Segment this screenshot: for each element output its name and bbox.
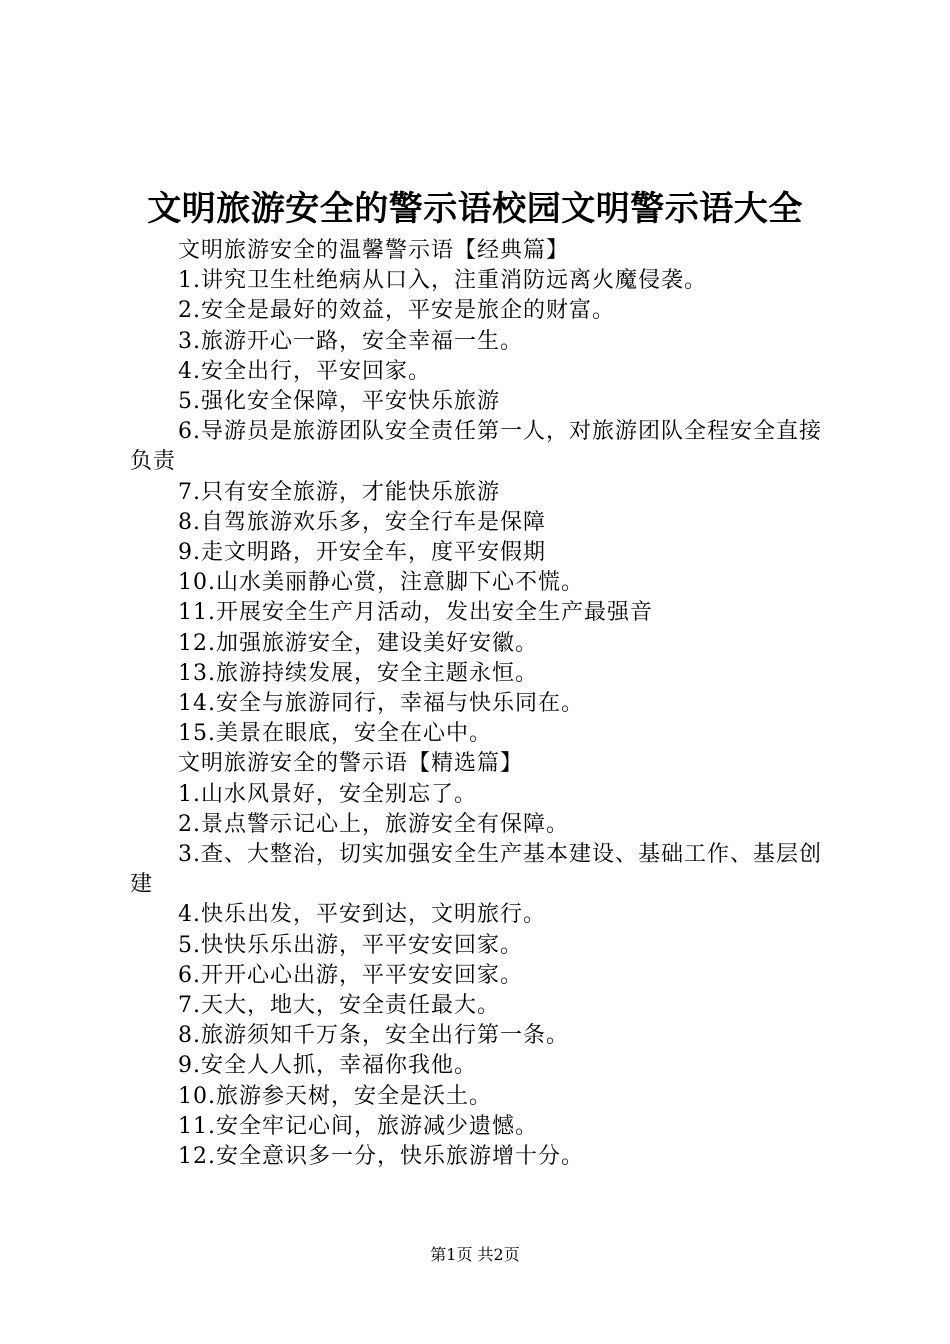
text-line: 5.强化安全保障，平安快乐旅游 — [178, 389, 500, 415]
text-line: 11.安全牢记心间，旅游减少遗憾。 — [178, 1113, 538, 1139]
text-line: 4.安全出行，平安回家。 — [178, 358, 431, 384]
text-line: 8.旅游须知千万条，安全出行第一条。 — [178, 1023, 569, 1049]
text-line: 3.查、大整治，切实加强安全生产基本建设、基础工作、基层创建 — [130, 842, 822, 898]
text-line: 5.快快乐乐出游，平平安安回家。 — [178, 932, 523, 958]
text-line: 14.安全与旅游同行，幸福与快乐同在。 — [178, 691, 584, 717]
text-line: 9.走文明路，开安全车，度平安假期 — [178, 540, 546, 566]
document-body — [130, 236, 835, 1172]
text-line: 7.只有安全旅游，才能快乐旅游 — [178, 479, 500, 505]
page-number-footer: 第1页 共2页 — [430, 1245, 520, 1264]
text-line: 6.导游员是旅游团队安全责任第一人，对旅游团队全程安全直接负责 — [130, 419, 822, 475]
text-line: 11.开展安全生产月活动，发出安全生产最强音 — [178, 600, 653, 626]
text-line: 1.山水风景好，安全别忘了。 — [178, 781, 477, 807]
text-line: 13.旅游持续发展，安全主题永恒。 — [178, 660, 538, 686]
text-line: 4.快乐出发，平安到达，文明旅行。 — [178, 902, 546, 928]
text-line: 文明旅游安全的温馨警示语【经典篇】 — [178, 238, 570, 263]
text-line: 2.安全是最好的效益，平安是旅企的财富。 — [178, 298, 615, 324]
text-line: 12.安全意识多一分，快乐旅游增十分。 — [178, 1144, 584, 1170]
text-line: 10.旅游参天树，安全是沃土。 — [178, 1083, 492, 1109]
text-line: 9.安全人人抓，幸福你我他。 — [178, 1053, 477, 1079]
text-line: 2.景点警示记心上，旅游安全有保障。 — [178, 811, 569, 837]
text-line: 7.天大，地大，安全责任最大。 — [178, 993, 500, 1019]
text-line: 6.开开心心出游，平平安安回家。 — [178, 962, 523, 988]
text-line: 10.山水美丽静心赏，注意脚下心不慌。 — [178, 570, 584, 596]
text-line: 15.美景在眼底，安全在心中。 — [178, 721, 492, 747]
text-line: 8.自驾旅游欢乐多，安全行车是保障 — [178, 509, 546, 535]
text-line: 3.旅游开心一路，安全幸福一生。 — [178, 328, 523, 354]
text-line: 12.加强旅游安全，建设美好安徽。 — [178, 630, 538, 656]
text-line: 文明旅游安全的警示语【精选篇】 — [178, 751, 524, 777]
text-line: 1.讲究卫生杜绝病从口入，注重消防远离火魔侵袭。 — [178, 268, 707, 294]
document-title: 文明旅游安全的警示语校园文明警示语大全 — [147, 189, 803, 229]
